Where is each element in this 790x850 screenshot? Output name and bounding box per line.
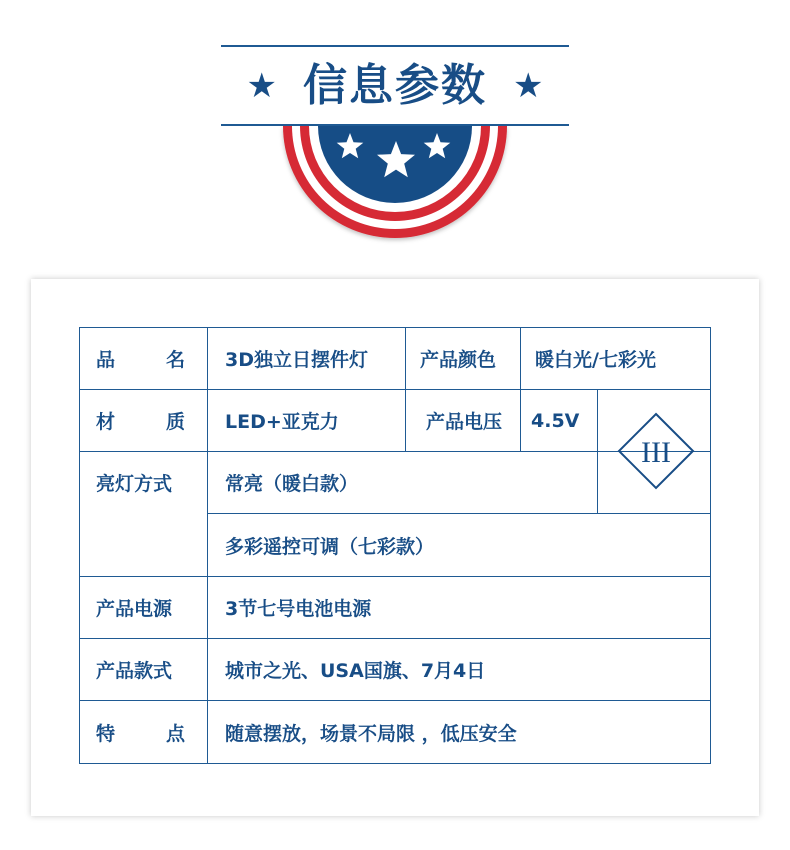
flag-emblem-icon xyxy=(270,126,520,246)
star-icon: ★ xyxy=(513,65,544,106)
feature-label: 特 点 xyxy=(96,722,185,745)
color-label: 产品颜色 xyxy=(420,349,497,371)
style-label: 产品款式 xyxy=(96,660,173,682)
material-label: 材 质 xyxy=(96,411,185,433)
spec-table xyxy=(79,327,711,764)
material-value: LED+亚克力 xyxy=(225,411,339,433)
star-icon: ★ xyxy=(246,65,277,106)
light-mode-value: 多彩遥控可调（七彩款） xyxy=(225,535,435,558)
name-value: 3D独立日摆件灯 xyxy=(225,349,368,371)
voltage-value: 4.5V xyxy=(531,409,580,432)
light-mode-label: 亮灯方式 xyxy=(96,473,173,495)
class-iii-text: III xyxy=(641,436,671,469)
title-row xyxy=(221,47,569,124)
feature-value: 随意摆放，场景不局限 ，低压安全 xyxy=(225,722,517,745)
light-mode-value: 常亮（暖白款） xyxy=(225,473,359,495)
section-header xyxy=(0,0,790,250)
color-value: 暖白光/七彩光 xyxy=(535,349,656,371)
class-iii-diamond-icon xyxy=(598,390,710,513)
power-value: 3节七号电池电源 xyxy=(225,598,372,620)
section-title: 信息参数 xyxy=(303,59,487,111)
voltage-label: 产品电压 xyxy=(426,411,503,433)
name-label: 品 名 xyxy=(96,349,185,371)
style-value: 城市之光、USA国旗、7月4日 xyxy=(225,660,486,682)
power-label: 产品电源 xyxy=(96,598,173,620)
